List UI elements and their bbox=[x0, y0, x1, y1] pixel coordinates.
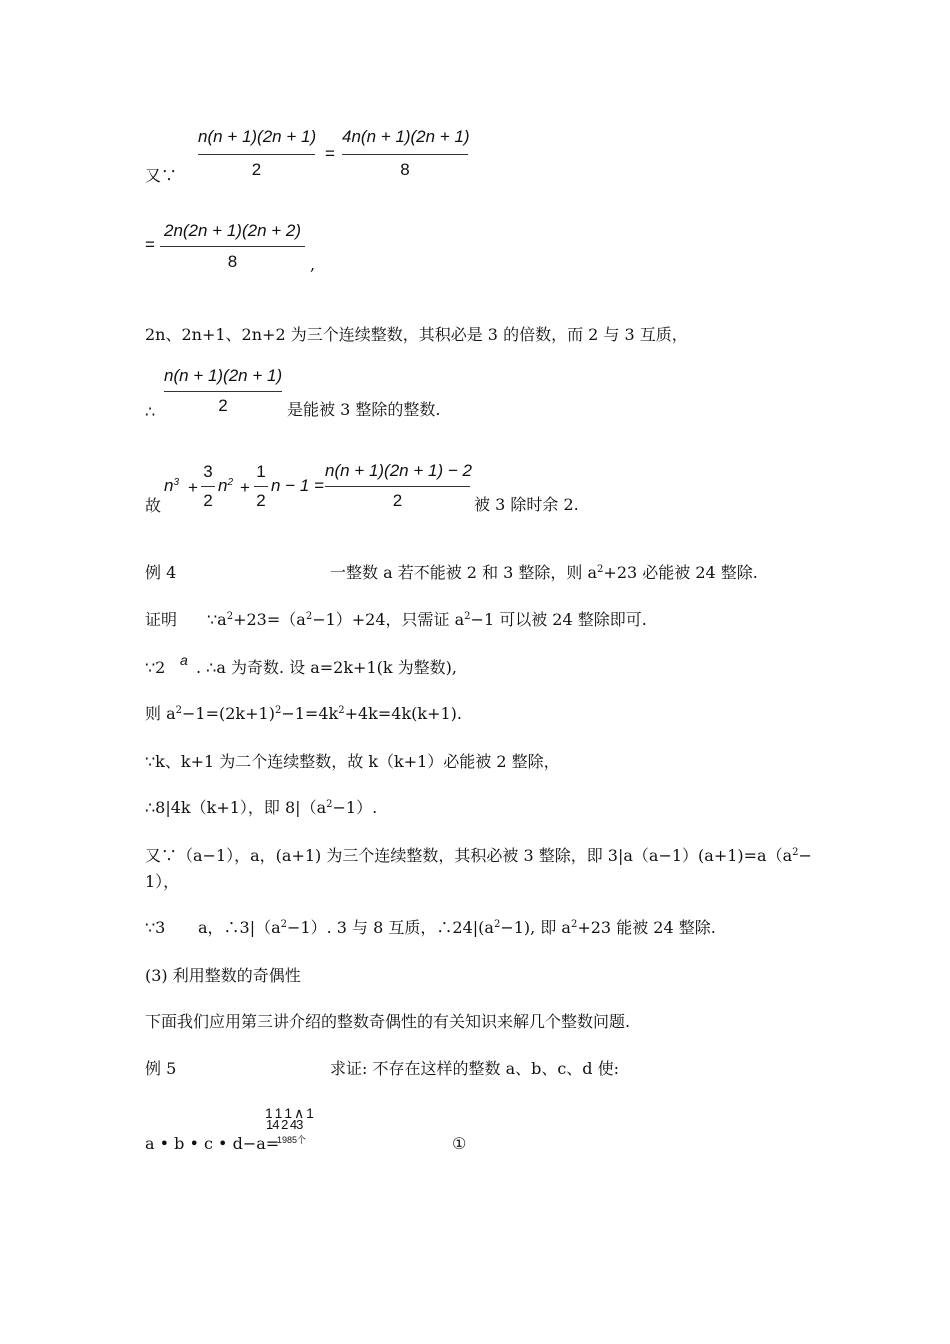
fraction-bar bbox=[254, 486, 268, 487]
term-n: $n^2$ bbox=[218, 476, 234, 495]
equals-sign: = bbox=[145, 235, 155, 254]
digit-count: 1985个 bbox=[277, 1135, 307, 1145]
text-line-consecutive-integers: 2n、2n+1、2n+2 为三个连续整数，其积必是 3 的倍数，而 2 与 3 互质， bbox=[145, 325, 688, 344]
term-tail: n − 1 = bbox=[271, 476, 324, 495]
repunit-digits: 1 1 1 ∧ 1 bbox=[265, 1105, 313, 1121]
equation-tag: ① bbox=[452, 1134, 467, 1153]
fraction-bar bbox=[342, 154, 468, 155]
fraction-bar bbox=[160, 246, 305, 247]
fraction-bar bbox=[164, 391, 282, 392]
proof-label: 证明 bbox=[145, 610, 178, 629]
text-line-8-divides: ∴8|4k（k+1），即 $8|(a^2-1)$. bbox=[145, 798, 378, 817]
conclusion-text: 是能被 3 整除的整数. bbox=[287, 400, 441, 419]
prefix-youyin: 又∵ bbox=[145, 166, 178, 185]
fraction-num: 1 bbox=[256, 462, 266, 481]
example-label: 例 5 bbox=[145, 1059, 177, 1078]
italic-a: a bbox=[180, 652, 188, 668]
therefore-symbol: ∴ bbox=[145, 402, 156, 421]
rhs-denominator: 2 bbox=[392, 491, 403, 510]
prefix-gu: 故 bbox=[145, 496, 162, 515]
rhs-denominator: 8 bbox=[400, 160, 410, 179]
lhs-numerator: n(n + 1)(2n + 1) bbox=[198, 127, 317, 146]
text-line-intro: 下面我们应用第三讲介绍的整数奇偶性的有关知识来解几个整数问题. bbox=[145, 1012, 631, 1031]
text-part: ∵3 bbox=[145, 918, 166, 937]
plus-sign: + bbox=[188, 478, 198, 497]
denominator: 2 bbox=[218, 396, 228, 415]
fraction-bar bbox=[198, 154, 315, 155]
text-line: 1）， bbox=[145, 872, 180, 891]
numerator: 2n(2n + 1)(2n + 2) bbox=[163, 221, 302, 240]
brace-glyphs: 14 2 43 bbox=[266, 1117, 303, 1132]
example-statement: 一整数 a 若不能被 2 和 3 整除，则 $a^2+23$ 必能被 24 整除. bbox=[330, 563, 758, 582]
fraction-bar bbox=[325, 486, 470, 487]
conclusion-text: 被 3 除时余 2. bbox=[474, 495, 579, 514]
text-part: ∵2 bbox=[145, 658, 166, 677]
text-part: a，$\therefore 3|(a^2-1)$. 3 与 8 互质，$\therefore 24|(a^2-1)$, 即 $a^2+23$ 能被 24 整除. bbox=[198, 918, 716, 937]
fraction-den: 2 bbox=[256, 491, 266, 510]
example-label: 例 4 bbox=[145, 563, 177, 582]
text-part: . ∴a 为奇数. 设 a=2k+1(k 为整数), bbox=[196, 658, 457, 677]
section-heading-parity: (3) 利用整数的奇偶性 bbox=[145, 966, 301, 985]
rhs-numerator: n(n + 1)(2n + 1) − 2 bbox=[325, 461, 472, 480]
equals-sign: = bbox=[325, 144, 335, 163]
rhs-numerator: 4n(n + 1)(2n + 1) bbox=[342, 127, 470, 146]
denominator: 8 bbox=[227, 252, 238, 271]
text-line: 又∵（a−1），a，(a+1) 为三个连续整数，其积必被 3 整除，即 $3|a(a-1)(a+1)=a(a^2-$ bbox=[145, 846, 812, 865]
fraction-num: 3 bbox=[203, 462, 213, 481]
equation-text: a • b • c • d−a= bbox=[145, 1134, 280, 1153]
proof-text: $\because a^2+23=(a^2-1)+24$，只需证 $a^2-1$ 可以被 24 整除即可. bbox=[207, 610, 647, 629]
text-line-expand: 则 $a^2-1=(2k+1)^2-1=4k^2+4k=4k(k+1)$. bbox=[145, 704, 462, 723]
fraction-bar bbox=[201, 486, 215, 487]
comma: , bbox=[310, 255, 316, 274]
numerator: n(n + 1)(2n + 1) bbox=[164, 366, 283, 385]
term-n: $n^3$ bbox=[164, 476, 180, 495]
fraction-den: 2 bbox=[203, 491, 213, 510]
example-statement: 求证: 不存在这样的整数 a、b、c、d 使: bbox=[330, 1059, 620, 1078]
lhs-denominator: 2 bbox=[251, 160, 262, 179]
plus-sign: + bbox=[240, 478, 250, 497]
text-line-k: ∵k、k+1 为二个连续整数，故 k（k+1）必能被 2 整除， bbox=[145, 752, 560, 771]
